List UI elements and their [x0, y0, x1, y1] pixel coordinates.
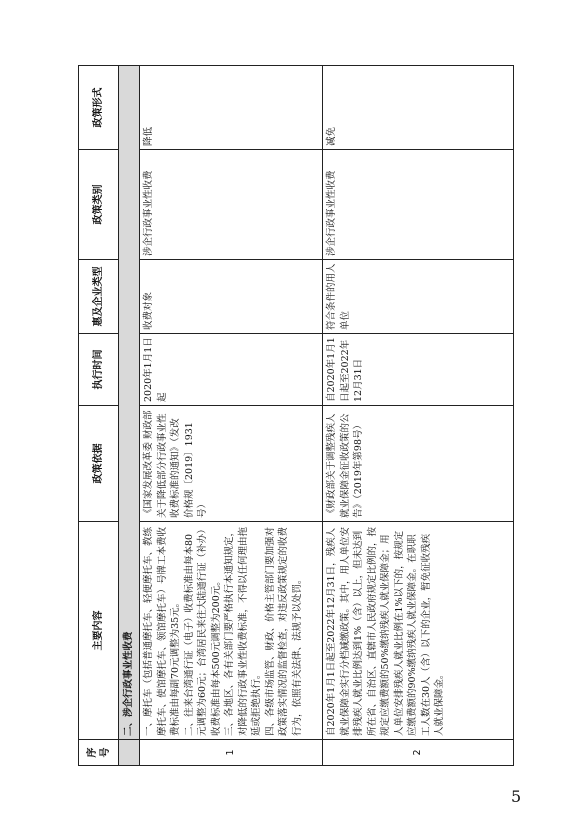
content-paragraph: 三、各地区、各有关部门要严格执行本通知规定，对降低的行政事业性收费标准，不得以任何理由拖延或拒绝执行。	[224, 526, 262, 736]
row-category: 涉企行政事业性收费	[323, 150, 514, 260]
row-enterprise: 收费对象	[140, 260, 323, 334]
table-row	[323, 66, 514, 766]
row-seq: 2	[323, 740, 514, 766]
row-time: 自2020年1月1日起至2022年12月31日	[323, 334, 514, 406]
row-form: 降低	[140, 66, 323, 150]
page-number: 5	[511, 787, 522, 806]
header-enterprise: 惠及企业类型	[79, 260, 119, 334]
section-seq-cell	[119, 740, 140, 766]
row-time: 2020年1月1日起	[140, 334, 323, 406]
header-category: 政策类别	[79, 150, 119, 260]
row-basis: 《财政部关于调整残疾人就业保障金征收政策的公告》（2019年第98号）	[323, 406, 514, 522]
row-content	[140, 522, 323, 740]
policy-table	[78, 65, 514, 766]
header-content: 主要内容	[79, 522, 119, 740]
row-form: 减免	[323, 66, 514, 150]
row-category: 涉企行政事业性收费	[140, 150, 323, 260]
table-header-row	[79, 66, 119, 766]
table-row	[140, 66, 323, 766]
section-row	[119, 66, 140, 766]
header-form: 政策形式	[79, 66, 119, 150]
row-content	[323, 522, 514, 740]
content-paragraph: 自2020年1月1日起至2022年12月31日，残疾人就业保障金实行分档减缴政策。其中，用人单位安排残疾人就业比例达到1%（含）以上，但未达到所在省、自治区、直辖市人民政府规定比例的，按规定应缴费额的50%缴纳残疾人就业保障金；用人单位安排残疾人就业比例在1%以下的，按规定应缴费额的90%缴纳残疾人就业保障金。在职职工人数在30人（含）以下的企业，暂免征收残疾人就业保障金。	[326, 526, 445, 736]
header-seq: 序号	[79, 740, 119, 766]
row-basis: 《国家发展改革委 财政部关于降低部分行政事业性收费标准的通知》（发改价格规〔2019〕1931号）	[140, 406, 323, 522]
content-paragraph: 四、各级市场监管、财政、价格主管部门要加强对政策落实情况的监督检查，对违反政策规定的收费行为，依照有关法律、法规予以处罚。	[264, 526, 303, 736]
section-title: 二、涉企行政事业性收费	[119, 66, 140, 740]
header-time: 执行时间	[79, 334, 119, 406]
content-paragraph: 二、往来台湾通行证（电子）收费标准由每本80元调整为60元；台湾居民来往大陆通行证（补办）收费标准由每本500元调整为200元。	[183, 529, 222, 736]
rotated-table-container	[78, 66, 516, 766]
row-enterprise: 符合条件的用人单位	[323, 260, 514, 334]
row-seq: 1	[140, 740, 323, 766]
content-paragraph: 一、摩托车（包括普通摩托车、轻便摩托车、教练摩托车、使馆摩托车、领馆摩托车）号牌工本费收费标准由每副70元调整为35元。	[143, 526, 181, 736]
header-basis: 政策依据	[79, 406, 119, 522]
